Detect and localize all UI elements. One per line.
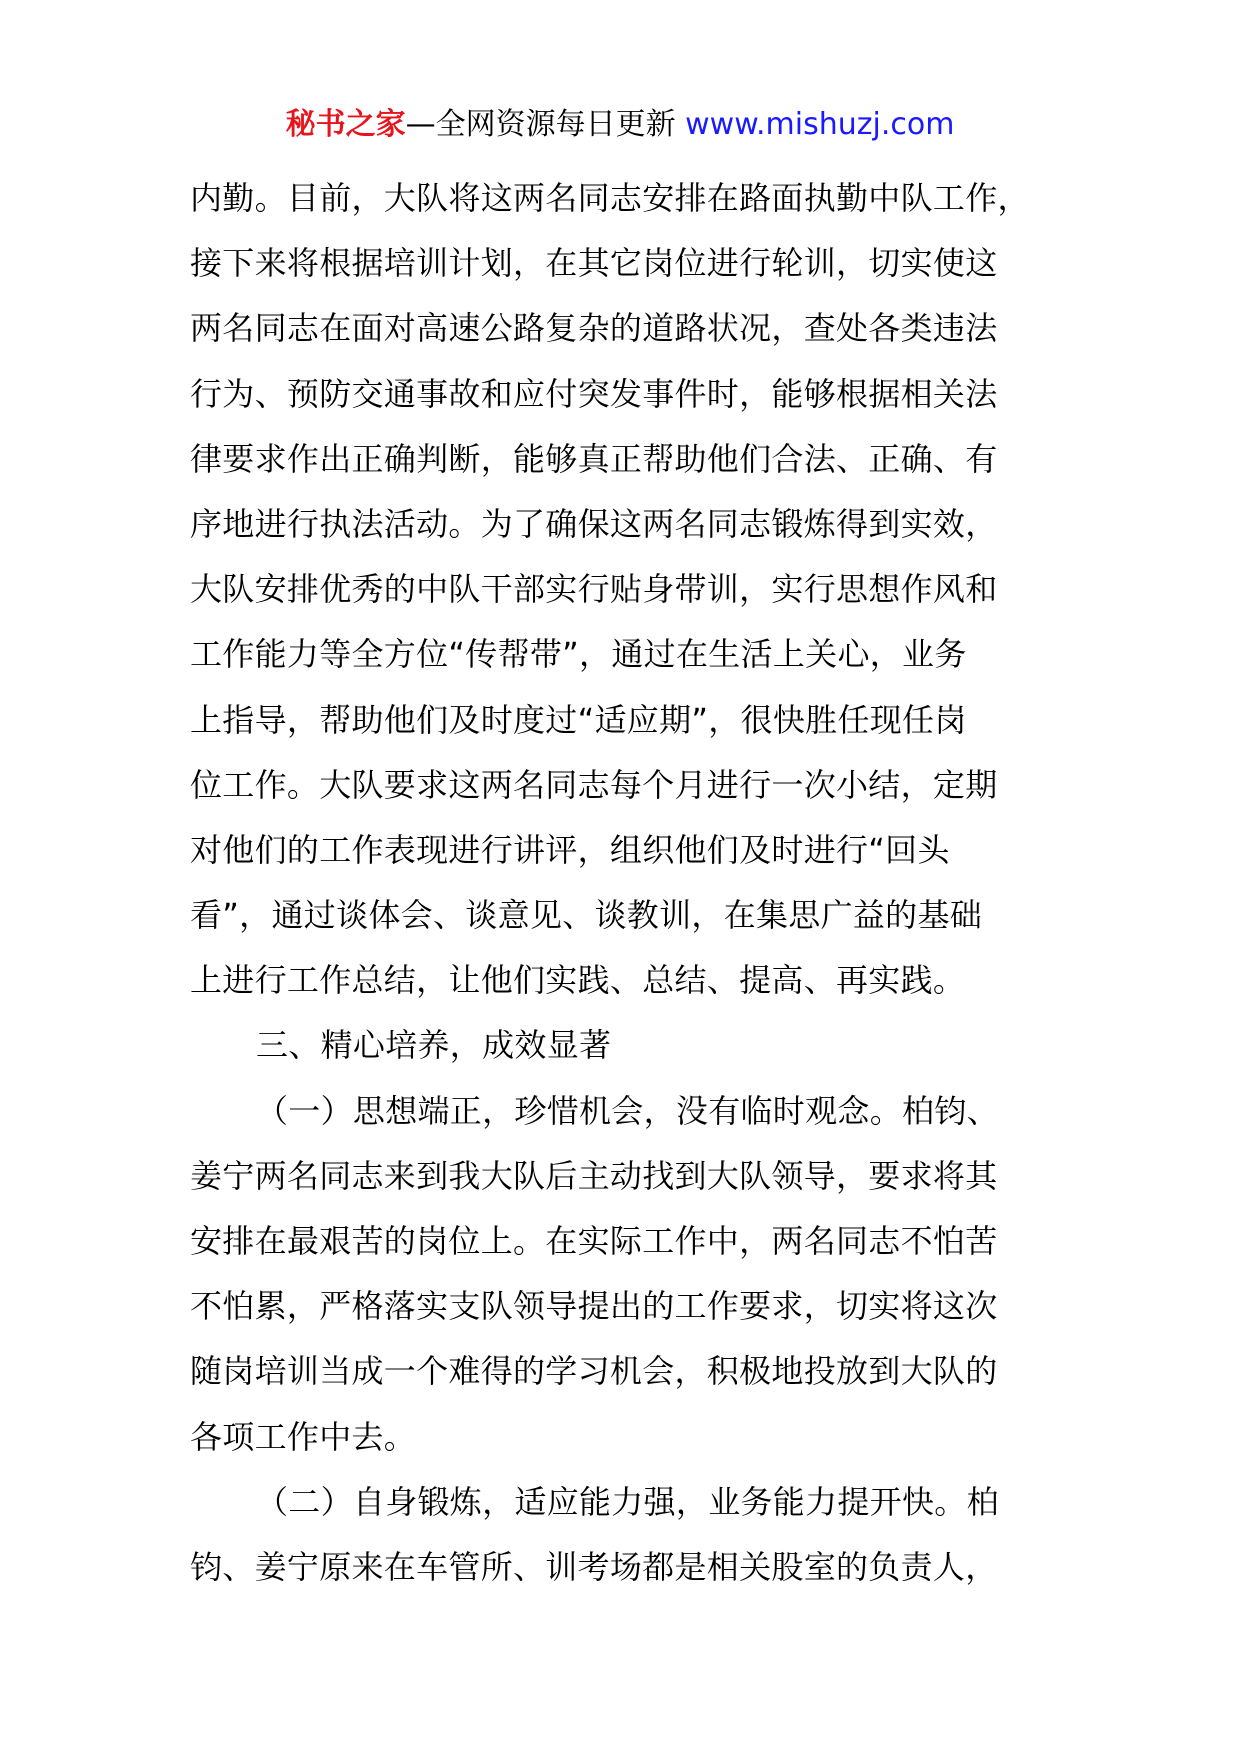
text-line: 钧、姜宁原来在车管所、训考场都是相关股室的负责人，	[190, 1547, 998, 1586]
text-line: 工作能力等全方位“传帮带”，通过在生活上关心，业务	[190, 635, 967, 674]
text-line: 各项工作中去。	[190, 1417, 417, 1456]
text-line: 姜宁两名同志来到我大队后主动找到大队领导，要求将其	[190, 1156, 998, 1195]
site-header	[0, 102, 1240, 148]
text-line: 上指导，帮助他们及时度过“适应期”，很快胜任现任岗	[190, 700, 967, 739]
text-line: 大队安排优秀的中队干部实行贴身带训，实行思想作风和	[190, 570, 998, 609]
text-line: 行为、预防交通事故和应付突发事件时，能够根据相关法	[190, 374, 998, 413]
text-line: 随岗培训当成一个难得的学习机会，积极地投放到大队的	[190, 1352, 998, 1391]
site-brand: 秘书之家	[285, 107, 406, 142]
subsection-paragraph-start: （二）自身锻炼，适应能力强，业务能力提开快。柏	[256, 1482, 999, 1521]
text-line: 两名同志在面对高速公路复杂的道路状况，查处各类违法	[190, 309, 998, 348]
text-line: 律要求作出正确判断，能够真正帮助他们合法、正确、有	[190, 439, 998, 478]
subsection-paragraph-start: （一）思想端正，珍惜机会，没有临时观念。柏钧、	[256, 1091, 999, 1130]
text-line: 内勤。目前，大队将这两名同志安排在路面执勤中队工作，	[190, 179, 1030, 217]
text-line: 看”，通过谈体会、谈意见、谈教训，在集思广益的基础	[190, 896, 983, 935]
text-line: 对他们的工作表现进行讲评，组织他们及时进行“回头	[190, 830, 950, 869]
site-tagline: —全网资源每日更新	[405, 107, 676, 142]
site-url-link[interactable]: www.mishuzj.com	[685, 107, 955, 142]
text-line: 安排在最艰苦的岗位上。在实际工作中，两名同志不怕苦	[190, 1222, 998, 1260]
text-line: 接下来将根据培训计划，在其它岗位进行轮训，切实使这	[190, 244, 998, 283]
text-line: 序地进行执法活动。为了确保这两名同志锻炼得到实效，	[190, 504, 998, 543]
text-line: 不怕累，严格落实支队领导提出的工作要求，切实将这次	[190, 1287, 998, 1326]
text-line: 位工作。大队要求这两名同志每个月进行一次小结，定期	[190, 765, 998, 804]
section-heading: 三、精心培养，成效显著	[256, 1026, 612, 1065]
document-body	[190, 166, 1070, 1600]
text-line: 上进行工作总结，让他们实践、总结、提高、再实践。	[190, 961, 966, 1000]
